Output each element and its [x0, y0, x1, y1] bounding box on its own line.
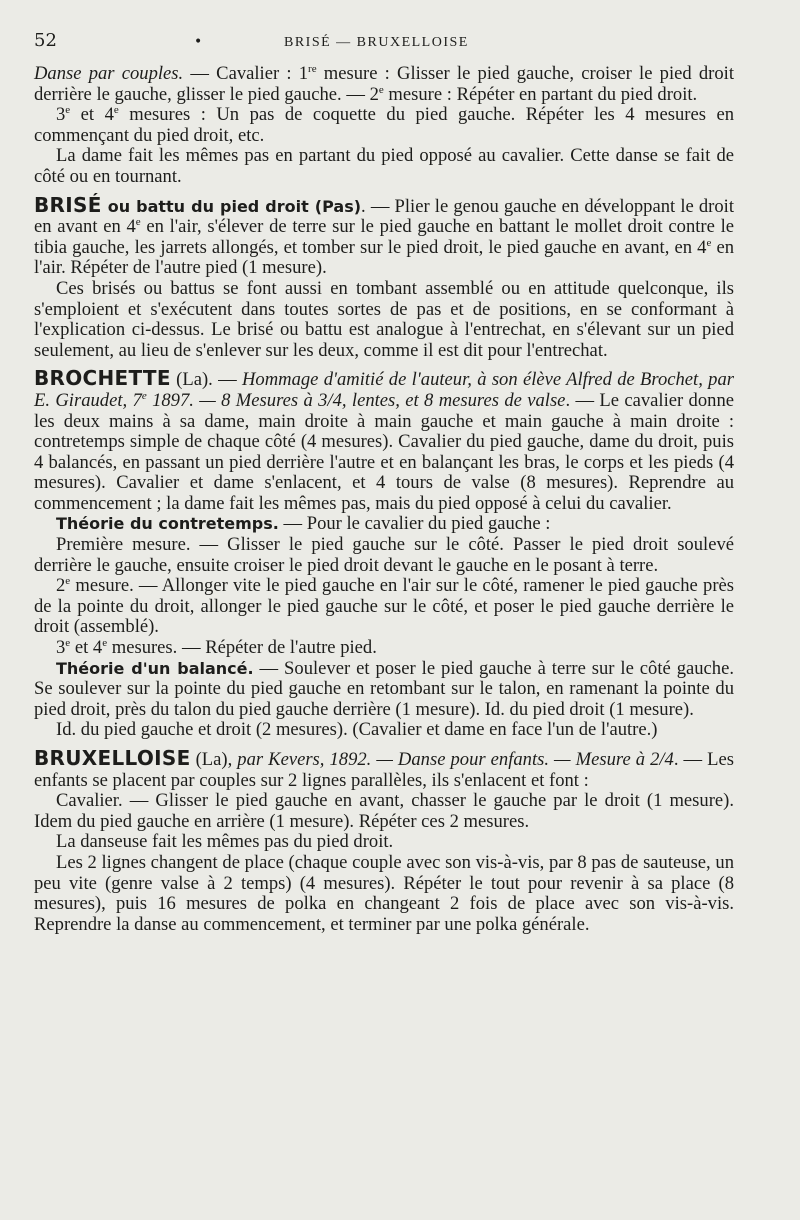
paragraph-mesures-3-4-contretemps: 3e et 4e mesures. — Répéter de l'autre pied. [56, 636, 377, 659]
paragraph-premiere-mesure: Première mesure. — Glisser le pied gauche sur le côté. Passer le pied droit soulevé derrière le gauche, ensuite croiser le pied droit devant le gauche en le posant à terre. [34, 534, 734, 576]
paragraph-les-2-lignes: Les 2 lignes changent de place (chaque couple avec son vis-à-vis, par 8 pas de sauteuse, un peu vite (genre valse à 2 temps) (4 mesures). Répéter le tout pour revenir à sa place (8 mesures), puis 16 mesures de polka en changeant 2 fois de place avec son vis-à-vis. Reprendre la danse au commencement, et terminer par une polka générale. [34, 851, 734, 935]
headword-bruxelloise: BRUXELLOISE [34, 746, 191, 770]
entry-brise: BRISÉ ou battu du pied droit (Pas). — Plier le genou gauche en développant le droit en avant en 4e en l'air, s'élever de terre sur le pied gauche en battant le mollet droit contre le tibia gauche, les jarrets allongés, et tomber sur le pied droit, le pied gauche en avant, en 4e en l'air. Répéter de l'autre pied (1 mesure). [34, 192, 734, 279]
paragraph-la-danseuse: La danseuse fait les mêmes pas du pied droit. [56, 831, 394, 853]
header-separator: • [194, 34, 203, 50]
entry-brochette: BROCHETTE (La). — Hommage d'amitié de l'auteur, à son élève Alfred de Brochet, par E. Giraudet, 7e 1897. — 8 Mesures à 3/4, lentes, et 8 mesures de valse. — Le cavalier donne les deux mains à sa dame, main droite à main gauche et main gauche à main droite : contretemps simple de chaque côté (4 mesures). Cavalier du pied gauche, dame du droit, puis 4 balancés, en passant un pied derrière l'autre et en balançant les bras, le corps et les pieds (4 mesures). Cavalier et dame s'enlacent, et 4 tours de valse (8 mesures). Reprendre au commencement ; la dame fait les mêmes pas, mais du pied opposé à celui du cavalier. [34, 366, 734, 514]
subheading-contretemps: Théorie du contretemps. [56, 514, 279, 534]
paragraph-theorie-balance: Théorie d'un balancé. — Soulever et poser le pied gauche à terre sur le côté gauche. Se soulever sur la pointe du pied gauche en retombant sur le talon, en ramenant la pointe du pied droit, près du talon du pied gauche derrière (1 mesure). Id. du pied droit (1 mesure). [34, 657, 735, 720]
running-header [34, 30, 734, 56]
paragraph-danse-par-couples: Danse par couples. — Cavalier : 1re mesure : Glisser le pied gauche, croiser le pied droit derrière le gauche, glisser le pied gauche. — 2e mesure : Répéter en partant du pied droit. [34, 62, 734, 105]
paragraph-id-pied: Id. du pied gauche et droit (2 mesures). (Cavalier et dame en face l'un de l'autre.) [56, 719, 658, 741]
subheading-balance: Théorie d'un balancé. [56, 658, 254, 678]
paragraph-brises-battus: Ces brisés ou battus se font aussi en tombant assemblé ou en attitude quelconque, ils s'emploient et s'exécutent dans toutes sortes de pas et de positions, en se conformant à l'explication ci-dessus. Le brisé ou battu est analogue à l'entrechat, en s'élevant sur un pied seulement, au lieu de s'enlever sur les deux, comme il est dit pour l'entrechat. [34, 277, 734, 361]
lead-in: Danse par couples. [34, 63, 184, 84]
paragraph-cavalier: Cavalier. — Glisser le pied gauche en avant, chasser le gauche par le droit (1 mesure). Idem du pied gauche en arrière (1 mesure). Répéter ces 2 mesures. [34, 790, 734, 832]
headword-brise: BRISÉ [34, 192, 102, 217]
body-text [34, 64, 734, 935]
page-number: 52 [34, 30, 57, 51]
headword-brochette: BROCHETTE [34, 366, 171, 391]
entry-bruxelloise: BRUXELLOISE (La), par Kevers, 1892. — Danse pour enfants. — Mesure à 2/4. — Les enfants se placent par couples sur 2 lignes parallèles, ils s'enlacent et font : [34, 746, 734, 791]
paragraph-la-dame: La dame fait les mêmes pas en partant du pied opposé au cavalier. Cette danse se fait de côté ou en tournant. [34, 145, 734, 187]
brise-subtitle: ou battu du pied droit (Pas) [101, 196, 362, 216]
running-title: BRISÉ — BRUXELLOISE [284, 35, 469, 50]
paragraph-deuxieme-mesure: 2e mesure. — Allonger vite le pied gauche en l'air sur le côté, ramener le pied gauche près de la pointe du droit, allonger le pied gauche sur le côté, et poser le pied gauche derrière le droit (assemblé). [34, 575, 734, 638]
paragraph-mesures-3-4: 3e et 4e mesures : Un pas de coquette du pied gauche. Répéter les 4 mesures en commençant du pied droit, etc. [34, 104, 734, 146]
paragraph-theorie-contretemps: Théorie du contretemps. — Pour le cavalier du pied gauche : [56, 513, 551, 535]
